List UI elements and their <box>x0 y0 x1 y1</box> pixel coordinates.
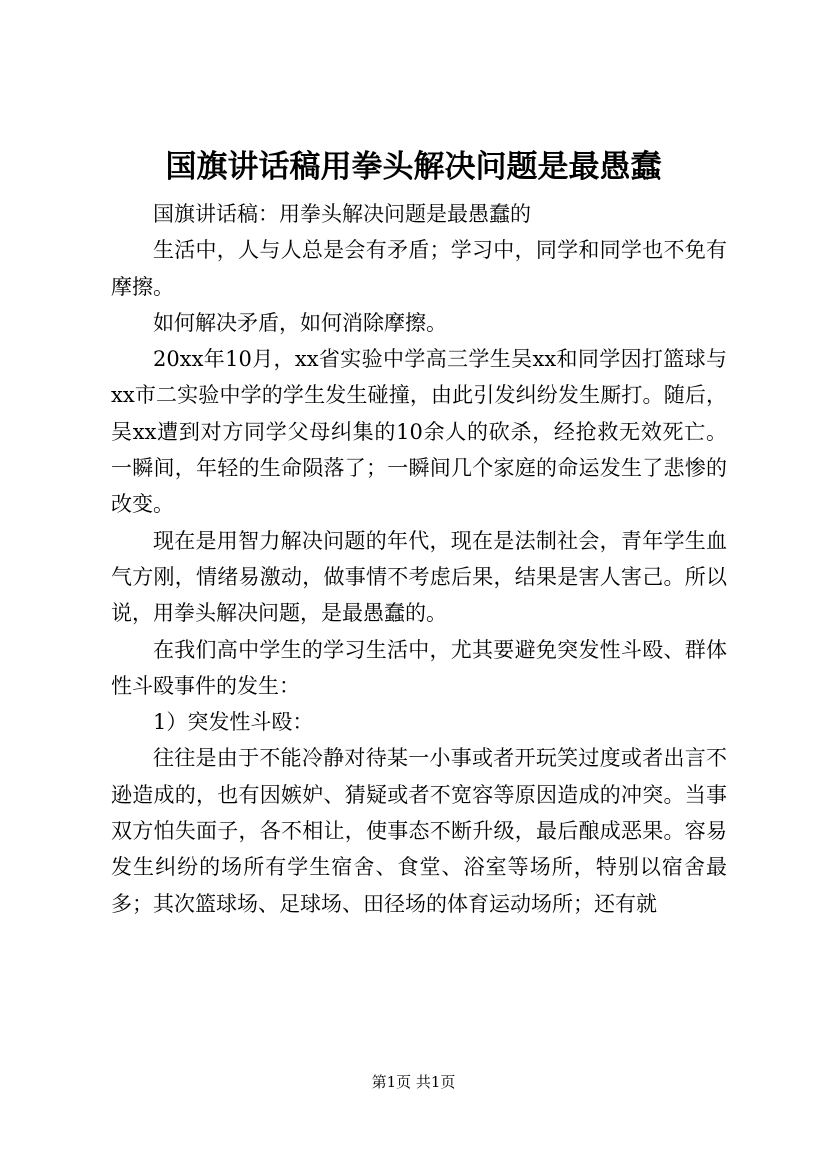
paragraph: 国旗讲话稿：用拳头解决问题是最愚蠢的 <box>153 202 531 226</box>
paragraph: 往往是由于不能冷静对待某一小事或者开玩笑过度或者出言不逊造成的，也有因嫉妒、猜疑或者不宽容等原因造成的冲突。当事双方怕失面子，各不相让，使事态不断升级，最后酿成恶果。容易发生纠纷的场所有学生宿舍、食堂、浴室等场所，特别以宿舍最多；其次篮球场、足球场、田径场的体育运动场所；还有就 <box>111 746 727 916</box>
paragraph: 现在是用智力解决问题的年代，现在是法制社会，青年学生血气方刚，情绪易激动，做事情不考虑后果，结果是害人害己。所以说，用拳头解决问题，是最愚蠢的。 <box>111 528 727 626</box>
document-title: 国旗讲话稿用拳头解决问题是最愚蠢 <box>165 149 662 185</box>
page-footer: 第1页 共1页 <box>371 1073 456 1091</box>
paragraph: 20xx年10月，xx省实验中学高三学生吴xx和同学因打篮球与xx市二实验中学的学生发生碰撞，由此引发纠纷发生厮打。随后，吴xx遭到对方同学父母纠集的10余人的砍杀，经抢救无效死亡。一瞬间，年轻的生命陨落了；一瞬间几个家庭的命运发生了悲惨的改变。 <box>111 347 727 517</box>
paragraph: 在我们高中学生的学习生活中，尤其要避免突发性斗殴、群体性斗殴事件的发生： <box>111 637 727 698</box>
paragraph: 1）突发性斗殴： <box>153 710 314 735</box>
paragraph: 生活中，人与人总是会有矛盾；学习中，同学和同学也不免有摩擦。 <box>111 238 727 299</box>
paragraph: 如何解决矛盾，如何消除摩擦。 <box>153 310 447 335</box>
document-body <box>111 196 727 922</box>
